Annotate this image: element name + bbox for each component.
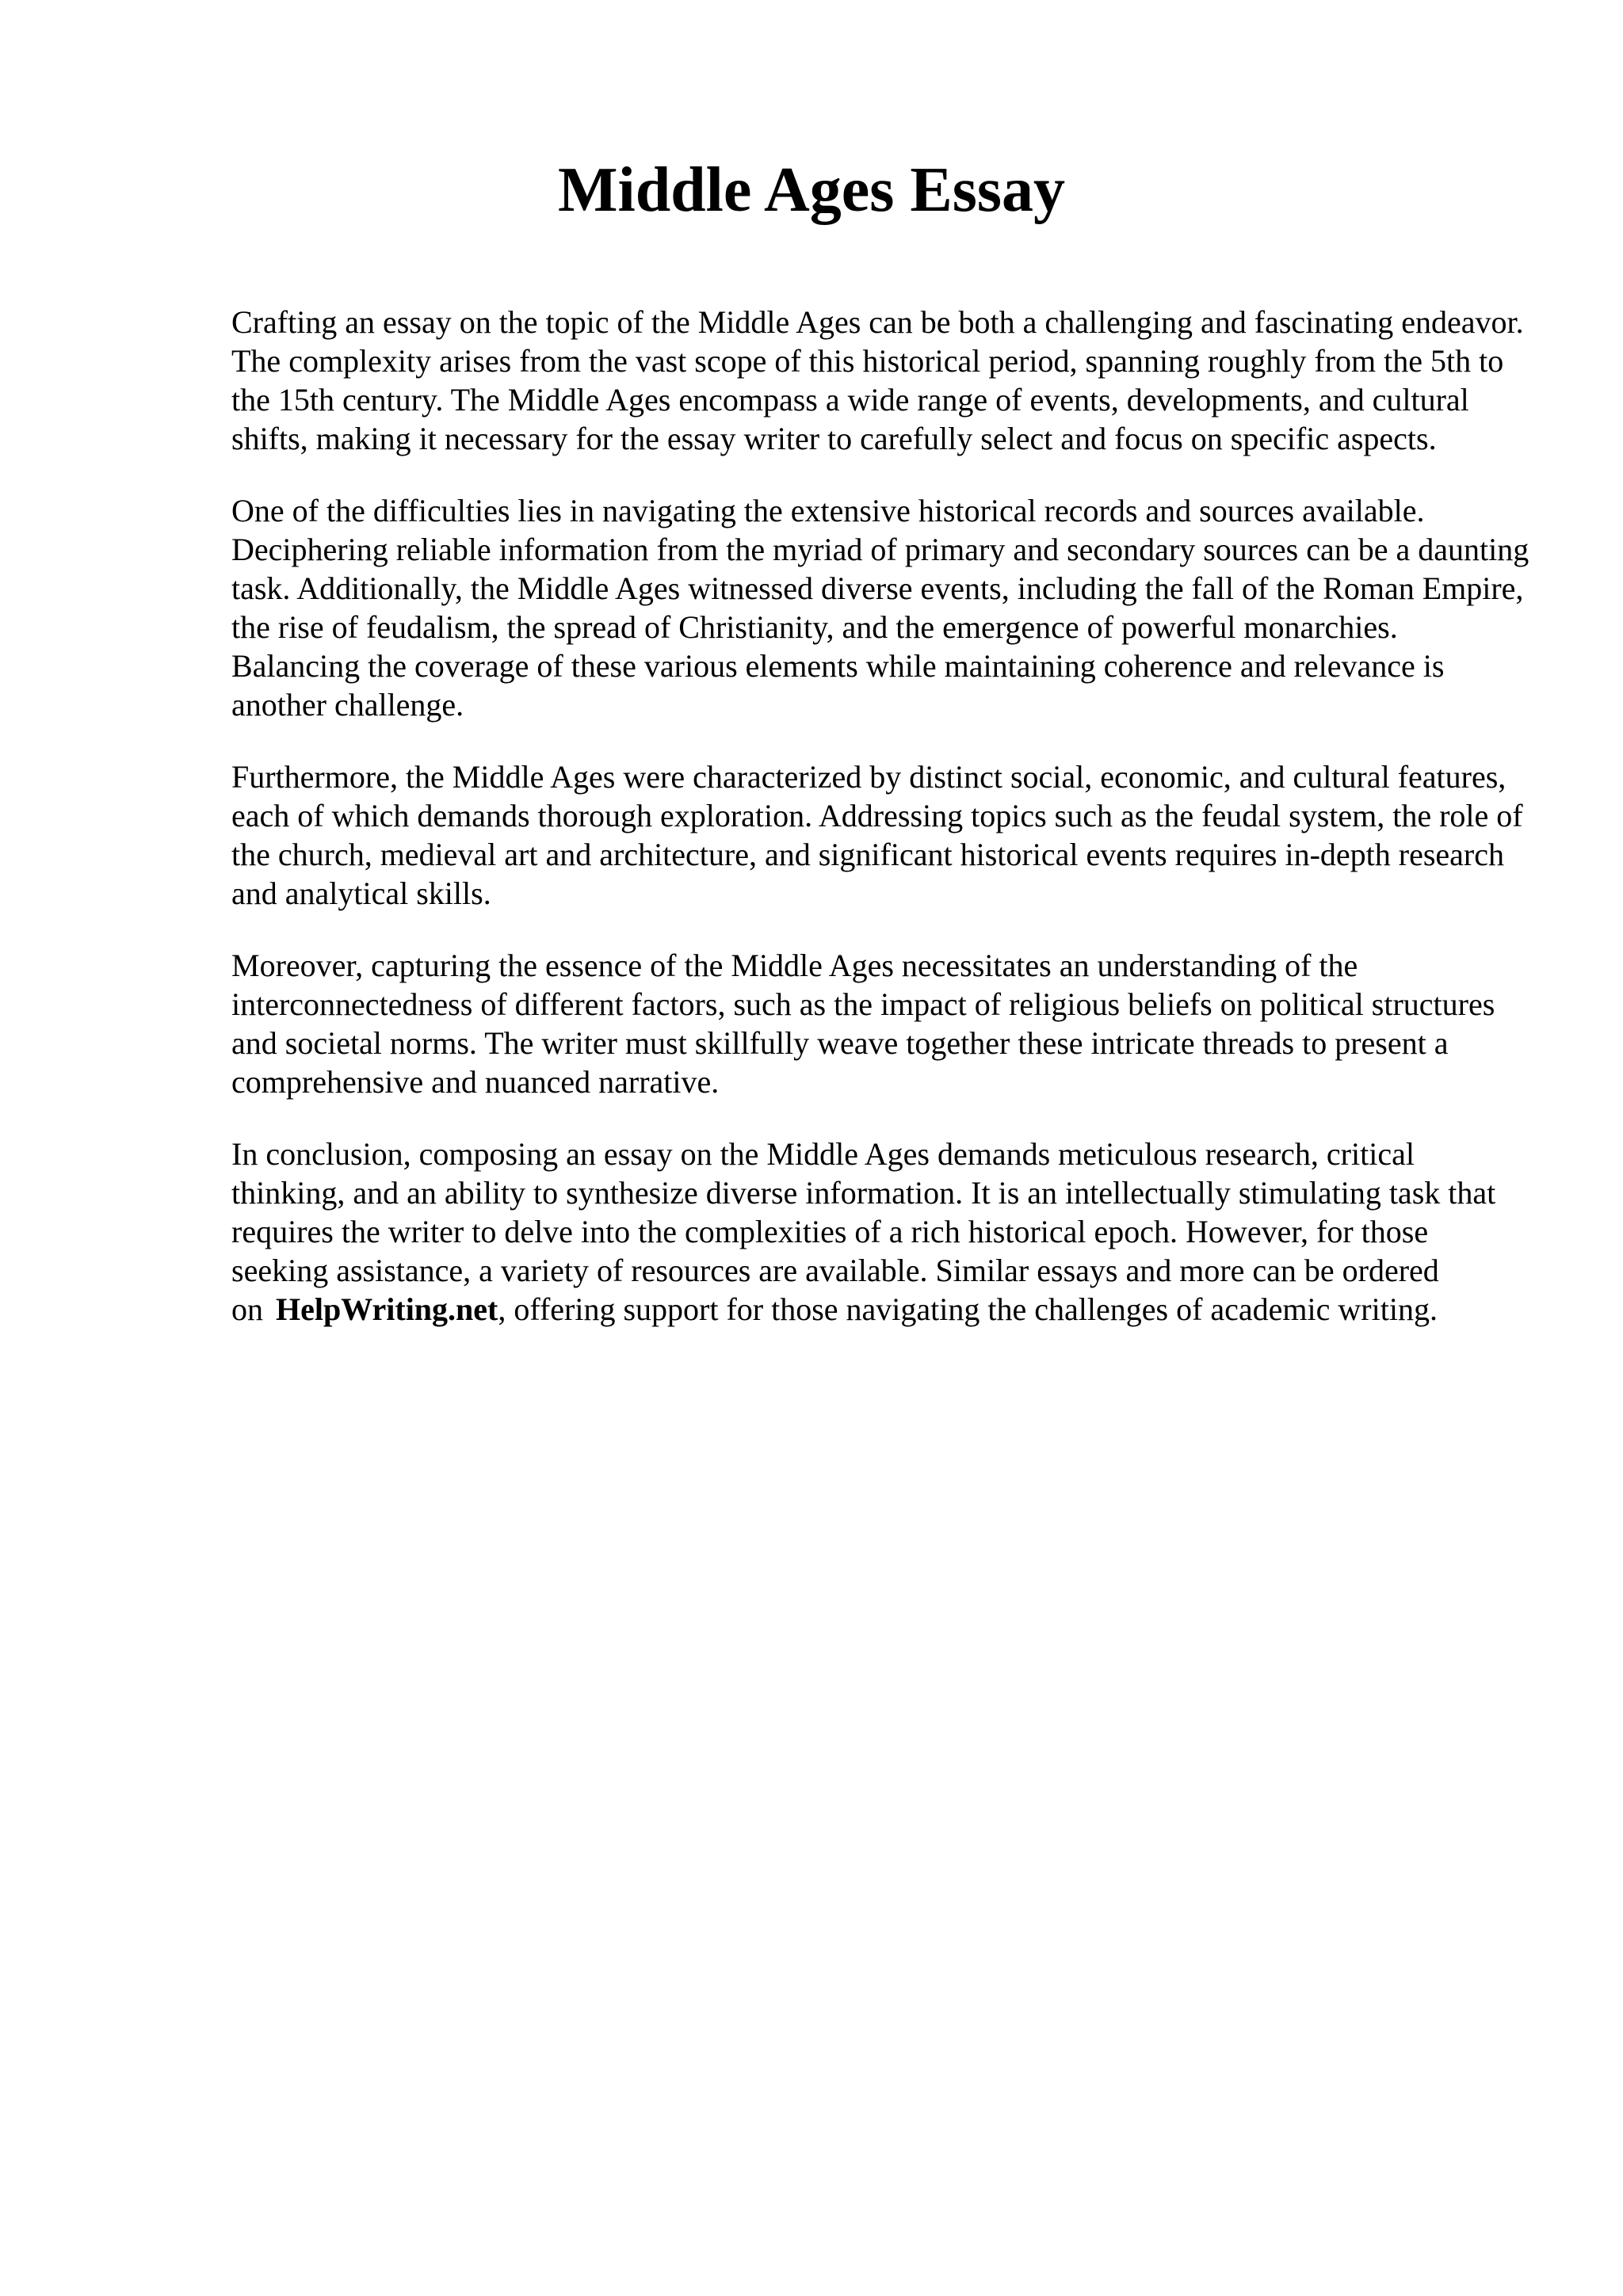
page-title: Middle Ages Essay bbox=[557, 155, 1066, 225]
essay-body bbox=[231, 303, 1531, 1362]
paragraph-intro: Crafting an essay on the topic of the Middle Ages can be both a challenging and fascinating endeavor. The complexity arises from the vast scope of this historical period, spanning roughly from the 5th to the 15th century. The Middle Ages encompass a wide range of events, developments, and cultural shifts, making it necessary for the essay writer to carefully select and focus on specific aspects. bbox=[231, 304, 1524, 456]
paragraph-conclusion bbox=[231, 1135, 1531, 1329]
paragraph-features: Furthermore, the Middle Ages were characterized by distinct social, economic, and cultural features, each of which demands thorough exploration. Addressing topics such as the feudal system, the role of the church, medieval art and architecture, and significant historical events requires in-depth research and analytical skills. bbox=[231, 759, 1523, 911]
conclusion-tail-text: , offering support for those navigating the challenges of academic writing. bbox=[498, 1291, 1438, 1327]
paragraph-interconnectedness: Moreover, capturing the essence of the Middle Ages necessitates an understanding of the interconnectedness of different factors, such as the impact of religious beliefs on political structures and societal norms. The writer must skillfully weave together these intricate threads to present a comprehensive and nuanced narrative. bbox=[231, 948, 1495, 1100]
helpwriting-link[interactable]: HelpWriting.net bbox=[276, 1291, 498, 1327]
paragraph-difficulties: One of the difficulties lies in navigating the extensive historical records and sources available. Deciphering reliable information from the myriad of primary and secondary sources can be a daunting task. Additionally, the Middle Ages witnessed diverse events, including the fall of the Roman Empire, the rise of feudalism, the spread of Christianity, and the emergence of powerful monarchies. Balancing the coverage of these various elements while maintaining coherence and relevance is another challenge. bbox=[231, 493, 1529, 723]
conclusion-text: In conclusion, composing an essay on the Middle Ages demands meticulous research, critical thinking, and an ability to synthesize diverse information. It is an intellectually stimulating task that requires the writer to delve into the complexities of a rich historical epoch. However, for those seeking assistance, a variety of resources are available. Similar essays and more can be ordered on bbox=[231, 1136, 1496, 1327]
